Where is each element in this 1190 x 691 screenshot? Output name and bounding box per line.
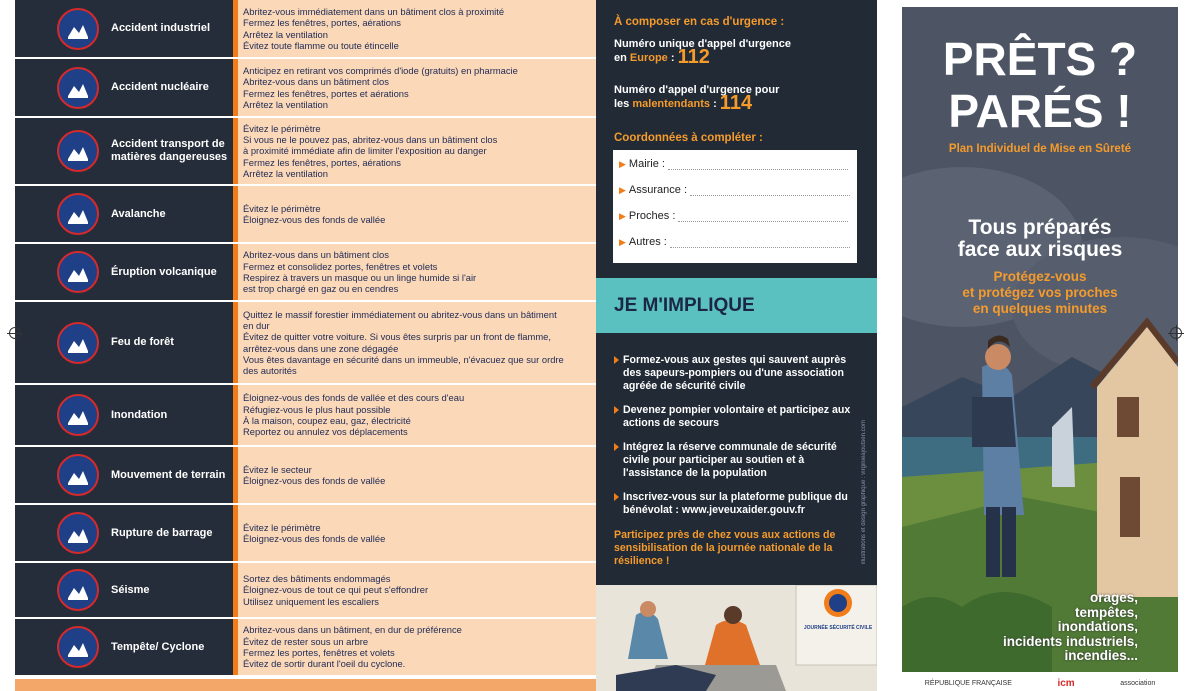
- forest-fire-icon: [57, 322, 99, 364]
- cover-subtitle-2: face aux risques: [957, 238, 1123, 261]
- risk-advice-cell: [233, 244, 596, 300]
- advice-line: Réfugiez-vous le plus haut possible: [243, 403, 391, 415]
- crop-mark-icon: [1170, 327, 1182, 339]
- emergency-line1b: en: [614, 52, 627, 64]
- field-assurance[interactable]: [619, 184, 850, 196]
- risk-row: [15, 505, 596, 561]
- advice-line: des autorités: [243, 365, 297, 377]
- nuclear-icon: [57, 67, 99, 109]
- advice-line: Évitez le périmètre: [243, 521, 321, 533]
- advice-line: Reportez ou annulez vos déplacements: [243, 426, 408, 438]
- advice-line: Vous êtes davantage en sécurité dans un immeuble, n'évacuez que sur ordre: [243, 353, 564, 365]
- field-autres[interactable]: [619, 236, 850, 248]
- advice-line: arrêtez-vous dans une zone dégagée: [243, 342, 399, 354]
- risk-row: [15, 619, 596, 675]
- cover-risk: orages,: [1089, 590, 1138, 605]
- emergency-line2: Numéro d'appel d'urgence pour: [614, 84, 780, 96]
- risk-label-cell: [15, 302, 233, 383]
- cover-plan: Plan Individuel de Mise en Sûreté: [948, 143, 1132, 155]
- bullet-item: Devenez pompier volontaire et participez aux actions de secours: [614, 404, 854, 430]
- advice-line: Si vous ne le pouvez pas, abritez-vous dans un bâtiment clos: [243, 134, 498, 146]
- risk-label-cell: [15, 619, 233, 675]
- cover-subtitle-1: Tous préparés: [968, 216, 1112, 239]
- risk-name: Accident industriel: [111, 22, 211, 34]
- advice-line: Arrêtez la ventilation: [243, 28, 328, 40]
- advice-line: Fermez les portes, fenêtres et volets: [243, 647, 395, 658]
- cover-risk-list: [1003, 591, 1138, 664]
- implique-bullets: [614, 354, 854, 528]
- cover-risk: incendies...: [1064, 648, 1138, 664]
- advice-line: Évitez de sortir durant l'oeil du cyclone.: [243, 658, 406, 670]
- cover-subtitle: [902, 217, 1178, 261]
- advice-line: Utilisez uniquement les escaliers: [243, 595, 379, 607]
- risk-name: Mouvement de terrain: [111, 468, 226, 481]
- risk-row: [15, 385, 596, 445]
- advice-line: Sortez des bâtiments endommagés: [243, 573, 391, 585]
- triangle-icon: ▶: [619, 185, 626, 195]
- risk-label-cell: [15, 244, 233, 300]
- advice-line: en dur: [243, 319, 270, 331]
- risk-table: [15, 0, 596, 691]
- cover-risk: incidents industriels,: [1002, 633, 1138, 649]
- risk-label-cell: [15, 385, 233, 445]
- advice-line: Respirez à travers un masque ou un linge humide si l'air: [243, 272, 477, 283]
- advice-line: Abritez-vous dans un bâtiment, en dur de préférence: [243, 624, 462, 636]
- risk-advice-cell: [233, 385, 596, 445]
- risk-advice-cell: [233, 505, 596, 561]
- emergency-title: À composer en cas d'urgence :: [614, 16, 785, 28]
- advice-line: à proximité immédiate afin de limiter l'exposition au danger: [243, 145, 487, 157]
- advice-line: Évitez le périmètre: [243, 202, 321, 214]
- advice-line: est trop chargé en gaz ou en cendres: [243, 283, 399, 295]
- advice-line: Évitez de quitter votre voiture. Si vous êtes surpris par un front de flamme,: [243, 331, 551, 343]
- emergency-line1: Numéro unique d'appel d'urgence: [614, 38, 791, 50]
- earthquake-icon: [57, 569, 99, 611]
- advice-line: Évitez toute flamme ou toute étincelle: [243, 39, 399, 51]
- cover-title-1: PRÊTS ?: [942, 33, 1138, 85]
- emergency-112-block: [614, 38, 791, 68]
- advice-line: Évitez de rester sous un arbre: [243, 635, 369, 647]
- risk-row: [15, 59, 596, 116]
- landslide-icon: [57, 454, 99, 496]
- risk-row: [15, 0, 596, 57]
- rescue-illustration: [596, 585, 877, 691]
- emergency-114-block: [614, 84, 780, 114]
- dam-icon: [57, 512, 99, 554]
- bullet-item: Formez-vous aux gestes qui sauvent auprès des sapeurs-pompiers ou d'une association agréée de sécurité civile: [614, 354, 854, 393]
- badge-text: JOURNÉE SÉCURITÉ CIVILE: [803, 625, 873, 631]
- bullet-item: Intégrez la réserve communale de sécurité civile pour participer au soutien et à l'assistance de la population: [614, 441, 854, 480]
- field-dots: [690, 185, 850, 196]
- risk-advice-cell: [233, 619, 596, 675]
- risk-advice-cell: [233, 186, 596, 242]
- europe-label: Europe: [629, 52, 668, 64]
- field-proches[interactable]: [619, 210, 848, 222]
- participate-text: Participez près de chez vous aux actions de sensibilisation de la journée nationale de la résilience !: [614, 529, 836, 567]
- advice-line: Abritez-vous dans un bâtiment clos: [243, 76, 389, 88]
- advice-line: Fermez les fenêtres, portes, aérations: [243, 17, 401, 29]
- advice-line: Quittez le massif forestier immédiatement ou abritez-vous dans un bâtiment: [243, 308, 557, 320]
- implique-title: JE M'IMPLIQUE: [614, 295, 755, 316]
- number-114: 114: [719, 92, 753, 114]
- field-label: Proches :: [628, 210, 676, 222]
- credit-text: illustrations et design graphique : virginieajoutsen.com: [861, 420, 867, 565]
- partner-logo: icm: [1057, 678, 1075, 689]
- risk-row: [15, 302, 596, 383]
- flood-icon: [57, 394, 99, 436]
- cover-protect: [902, 269, 1178, 317]
- volcano-icon: [57, 251, 99, 293]
- field-label: Mairie :: [628, 158, 665, 170]
- risk-name: Feu de forêt: [111, 336, 174, 348]
- bullet-item: Inscrivez-vous sur la plateforme publique du bénévolat : www.jeveuxaider.gouv.fr: [614, 491, 854, 517]
- advice-line: Éloignez-vous des fonds de vallée: [243, 475, 386, 486]
- storm-icon: [57, 626, 99, 668]
- advice-line: Évitez le secteur: [243, 463, 312, 475]
- risk-advice-cell: [233, 302, 596, 383]
- risk-name: Tempête/ Cyclone: [111, 640, 205, 653]
- contact-form: [613, 150, 857, 263]
- risk-label-cell: [15, 0, 233, 57]
- number-112: 112: [677, 46, 710, 68]
- advice-line: Éloignez-vous des fonds de vallée et des cours d'eau: [243, 392, 465, 404]
- risk-advice-cell: [233, 118, 596, 184]
- advice-line: Fermez et consolidez portes, fenêtres et volets: [243, 260, 438, 272]
- bottom-strip: [15, 679, 596, 691]
- advice-line: Éloignez-vous de tout ce qui peut s'effondrer: [243, 584, 429, 596]
- risk-name: Rupture de barrage: [111, 526, 213, 539]
- cover-protect-3: en quelques minutes: [972, 301, 1108, 316]
- risk-advice-cell: [233, 447, 596, 503]
- partner-logos: [902, 676, 1178, 691]
- advice-line: Fermez les fenêtres, portes, aérations: [243, 156, 401, 168]
- risk-row: [15, 118, 596, 184]
- partner-logo: RÉPUBLIQUE FRANÇAISE: [924, 680, 1012, 687]
- risk-label-cell: [15, 505, 233, 561]
- colon-1: :: [670, 52, 675, 64]
- risk-name: Accident transport de matières dangereuses: [111, 138, 228, 163]
- field-dots: [668, 159, 848, 170]
- advice-line: Fermez les fenêtres, portes et aérations: [243, 87, 409, 99]
- risk-label-cell: [15, 59, 233, 116]
- risk-row: [15, 563, 596, 617]
- cover-risk: inondations,: [1057, 619, 1138, 635]
- advice-line: Abritez-vous dans un bâtiment clos: [243, 249, 389, 261]
- field-label: Assurance :: [628, 184, 688, 196]
- factory-icon: [57, 8, 99, 50]
- crop-mark-icon: [9, 327, 21, 339]
- malentendants-label: malentendants: [632, 98, 710, 110]
- field-mairie[interactable]: [619, 158, 848, 170]
- field-dots: [670, 237, 850, 248]
- risk-advice-cell: [233, 0, 596, 57]
- middle-panel: [596, 0, 877, 691]
- risk-name: Éruption volcanique: [111, 265, 217, 278]
- risk-name: Inondation: [111, 408, 168, 421]
- triangle-icon: ▶: [619, 159, 626, 169]
- emergency-line2b: les: [614, 98, 630, 110]
- cover-risk: tempêtes,: [1074, 604, 1138, 620]
- implique-banner: [596, 278, 877, 333]
- hazmat-truck-icon: [57, 130, 99, 172]
- coords-title: Coordonnées à compléter :: [614, 132, 763, 144]
- risk-row: [15, 447, 596, 503]
- avalanche-icon: [57, 193, 99, 235]
- advice-line: Éloignez-vous des fonds de vallée: [243, 214, 386, 225]
- risk-advice-cell: [233, 59, 596, 116]
- field-label: Autres :: [628, 236, 667, 248]
- risk-label-cell: [15, 186, 233, 242]
- advice-line: Arrêtez la ventilation: [243, 98, 328, 110]
- risk-name: Accident nucléaire: [111, 81, 209, 93]
- first-aid-scene: [596, 585, 877, 691]
- risk-name: Avalanche: [111, 207, 166, 220]
- risk-label-cell: [15, 447, 233, 503]
- advice-line: Évitez le périmètre: [243, 122, 321, 134]
- risk-label-cell: [15, 563, 233, 617]
- advice-line: Anticipez en retirant vos comprimés d'iode (gratuits) en pharmacie: [243, 64, 518, 76]
- triangle-icon: ▶: [619, 237, 626, 247]
- colon-2: :: [713, 98, 717, 110]
- risk-row: [15, 186, 596, 242]
- advice-line: À la maison, coupez eau, gaz, électricité: [243, 415, 411, 426]
- advice-line: Arrêtez la ventilation: [243, 167, 328, 179]
- cover-protect-1: Protégez-vous: [993, 269, 1087, 284]
- cover-panel: [902, 7, 1178, 672]
- field-dots: [678, 211, 848, 222]
- partner-logo: association: [1120, 680, 1156, 687]
- risk-advice-cell: [233, 563, 596, 617]
- risk-name: Séisme: [111, 583, 150, 596]
- advice-line: Abritez-vous immédiatement dans un bâtiment clos à proximité: [243, 5, 505, 17]
- cover-title-2: PARÉS !: [948, 85, 1132, 137]
- cover-protect-2: et protégez vos proches: [962, 285, 1118, 300]
- triangle-icon: ▶: [619, 211, 626, 221]
- risk-row: [15, 244, 596, 300]
- risk-label-cell: [15, 118, 233, 184]
- advice-line: Éloignez-vous des fonds de vallée: [243, 533, 386, 544]
